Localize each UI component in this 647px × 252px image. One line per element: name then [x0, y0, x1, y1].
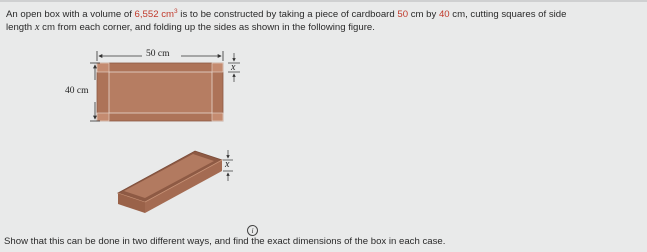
length-value: 50 — [397, 9, 409, 20]
problem-text-a: An open box with a volume of — [6, 9, 135, 20]
height-label: 40 cm — [65, 86, 89, 96]
corner-square-tr — [212, 63, 223, 72]
problem-text-d: cm, cutting squares of side — [449, 9, 567, 20]
cut-label-box: x — [225, 159, 230, 170]
problem-text-b: is to be constructed by taking a piece of cardboard — [177, 9, 398, 20]
corner-square-bl — [97, 113, 109, 121]
info-icon[interactable]: i — [247, 225, 258, 236]
volume-exponent: 3 — [174, 8, 178, 15]
problem-text-f: cm from each corner, and folding up the sides as shown in the following figure. — [39, 22, 375, 33]
volume-value: 6,552 — [134, 9, 159, 20]
cut-label-top: x — [231, 62, 236, 73]
folded-box — [118, 151, 222, 213]
width-label: 50 cm — [146, 49, 170, 59]
width-value: 40 — [438, 9, 450, 20]
flat-sheet — [97, 63, 223, 121]
corner-square-tl — [97, 63, 109, 72]
corner-square-br — [212, 113, 223, 121]
volume-unit: cm — [161, 9, 175, 20]
problem-text-c: cm by — [408, 9, 439, 20]
question-text: Show that this can be done in two different ways, and find the exact dimensions of the box in each case. — [4, 236, 446, 247]
side-variable: x — [34, 22, 40, 33]
problem-text-e: length — [6, 22, 35, 33]
